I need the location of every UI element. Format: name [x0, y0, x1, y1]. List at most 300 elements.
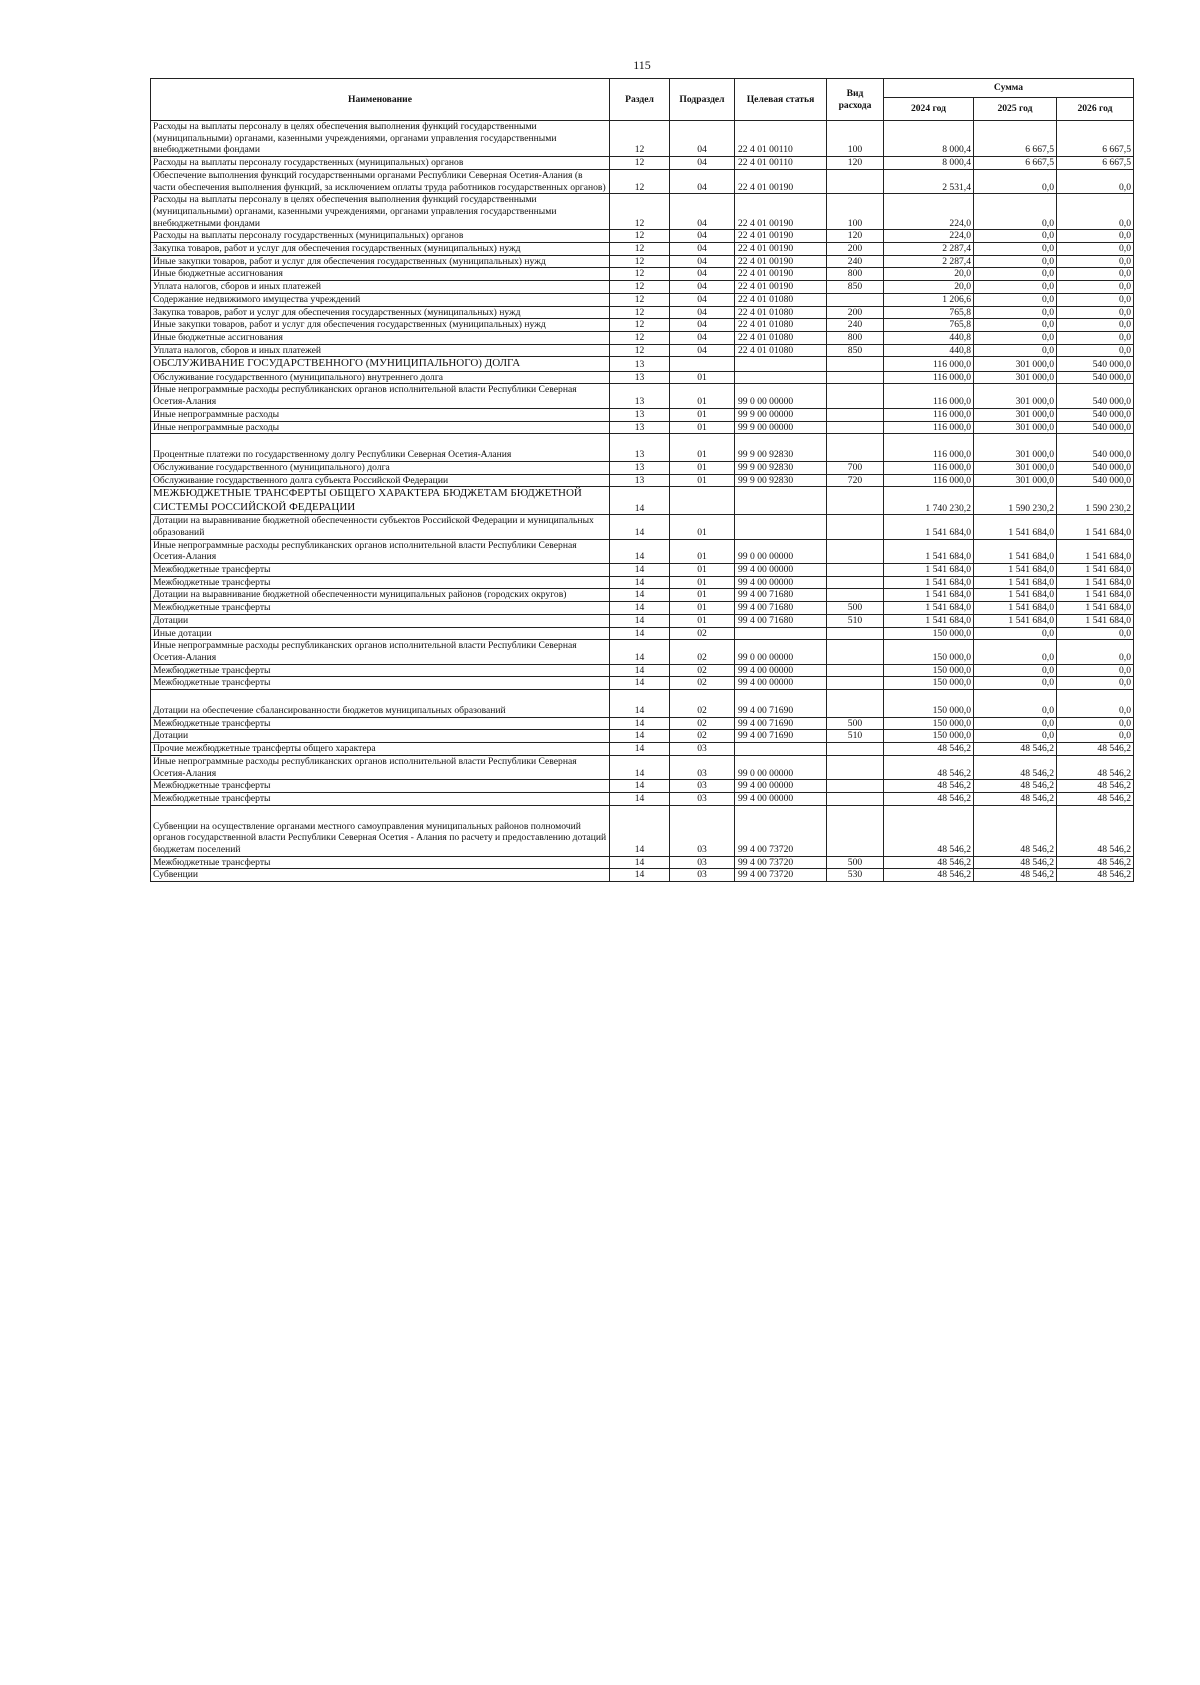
statya-cell: 22 4 01 00190: [735, 169, 827, 193]
sum-2026-cell: 0,0: [1057, 306, 1134, 319]
name-cell: Дотации на выравнивание бюджетной обеспеченности субъектов Российской Федерации и муниципальных образований: [151, 515, 610, 539]
statya-cell: 99 4 00 71690: [735, 717, 827, 730]
sum-2024-cell: 150 000,0: [884, 677, 974, 690]
name-cell: Уплата налогов, сборов и иных платежей: [151, 344, 610, 357]
table-row: [151, 690, 1134, 718]
podrazdel-cell: 03: [670, 805, 735, 856]
sum-2025-cell: 0,0: [974, 677, 1057, 690]
sum-2026-cell: 48 546,2: [1057, 856, 1134, 869]
razdel-cell: 14: [610, 664, 670, 677]
razdel-cell: 13: [610, 421, 670, 434]
name-cell: Прочие межбюджетные трансферты общего характера: [151, 743, 610, 756]
statya-cell: [735, 371, 827, 384]
header-2026: 2026 год: [1057, 98, 1134, 121]
razdel-cell: 13: [610, 371, 670, 384]
podrazdel-cell: 04: [670, 169, 735, 193]
name-cell: Обслуживание государственного (муниципального) долга: [151, 461, 610, 474]
sum-2025-cell: 1 541 684,0: [974, 576, 1057, 589]
sum-2024-cell: 48 546,2: [884, 805, 974, 856]
name-cell: Иные непрограммные расходы республиканских органов исполнительной власти Республики Северная Осетия-Алания: [151, 384, 610, 408]
vid-cell: [827, 805, 884, 856]
razdel-cell: 14: [610, 743, 670, 756]
vid-cell: 850: [827, 344, 884, 357]
podrazdel-cell: 02: [670, 640, 735, 664]
razdel-cell: 14: [610, 627, 670, 640]
table-row: [151, 281, 1134, 294]
podrazdel-cell: 01: [670, 614, 735, 627]
razdel-cell: 14: [610, 487, 670, 515]
razdel-cell: 13: [610, 474, 670, 487]
statya-cell: 99 4 00 73720: [735, 869, 827, 882]
podrazdel-cell: 01: [670, 371, 735, 384]
podrazdel-cell: 04: [670, 331, 735, 344]
table-row: [151, 243, 1134, 256]
name-cell: Дотации: [151, 614, 610, 627]
name-cell: Межбюджетные трансферты: [151, 792, 610, 805]
sum-2026-cell: 540 000,0: [1057, 434, 1134, 462]
podrazdel-cell: 03: [670, 755, 735, 779]
statya-cell: 99 9 00 92830: [735, 474, 827, 487]
sum-2024-cell: 150 000,0: [884, 717, 974, 730]
vid-cell: [827, 434, 884, 462]
sum-2024-cell: 116 000,0: [884, 384, 974, 408]
vid-cell: 240: [827, 255, 884, 268]
sum-2025-cell: 0,0: [974, 690, 1057, 718]
sum-2024-cell: 440,8: [884, 344, 974, 357]
sum-2025-cell: 301 000,0: [974, 384, 1057, 408]
sum-2026-cell: 0,0: [1057, 627, 1134, 640]
sum-2024-cell: 8 000,4: [884, 157, 974, 170]
razdel-cell: 12: [610, 281, 670, 294]
podrazdel-cell: 04: [670, 293, 735, 306]
vid-cell: 530: [827, 869, 884, 882]
razdel-cell: 14: [610, 614, 670, 627]
sum-2025-cell: 301 000,0: [974, 371, 1057, 384]
sum-2024-cell: 1 541 684,0: [884, 576, 974, 589]
table-row: [151, 268, 1134, 281]
header-statya: Целевая статья: [735, 79, 827, 121]
sum-2024-cell: 150 000,0: [884, 690, 974, 718]
statya-cell: 99 4 00 71690: [735, 730, 827, 743]
budget-table: [150, 78, 1134, 882]
table-row: [151, 576, 1134, 589]
razdel-cell: 12: [610, 293, 670, 306]
sum-2024-cell: 1 541 684,0: [884, 515, 974, 539]
sum-2026-cell: 540 000,0: [1057, 384, 1134, 408]
vid-cell: [827, 664, 884, 677]
sum-2025-cell: 0,0: [974, 243, 1057, 256]
name-cell: Иные непрограммные расходы: [151, 408, 610, 421]
sum-2026-cell: 0,0: [1057, 255, 1134, 268]
podrazdel-cell: 01: [670, 589, 735, 602]
statya-cell: [735, 487, 827, 515]
sum-2026-cell: 0,0: [1057, 319, 1134, 332]
vid-cell: [827, 515, 884, 539]
sum-2024-cell: 116 000,0: [884, 434, 974, 462]
sum-2025-cell: 48 546,2: [974, 805, 1057, 856]
vid-cell: 500: [827, 602, 884, 615]
statya-cell: 99 9 00 92830: [735, 434, 827, 462]
razdel-cell: 14: [610, 589, 670, 602]
sum-2025-cell: 48 546,2: [974, 755, 1057, 779]
table-row: [151, 371, 1134, 384]
sum-2024-cell: 1 541 684,0: [884, 614, 974, 627]
podrazdel-cell: 01: [670, 384, 735, 408]
podrazdel-cell: 01: [670, 434, 735, 462]
statya-cell: 22 4 01 00190: [735, 243, 827, 256]
sum-2026-cell: 0,0: [1057, 717, 1134, 730]
table-row: [151, 169, 1134, 193]
razdel-cell: 14: [610, 869, 670, 882]
razdel-cell: 12: [610, 344, 670, 357]
razdel-cell: 13: [610, 357, 670, 371]
statya-cell: 99 9 00 92830: [735, 461, 827, 474]
razdel-cell: 12: [610, 121, 670, 157]
sum-2024-cell: 8 000,4: [884, 121, 974, 157]
razdel-cell: 14: [610, 755, 670, 779]
razdel-cell: 14: [610, 730, 670, 743]
sum-2026-cell: 6 667,5: [1057, 157, 1134, 170]
podrazdel-cell: 01: [670, 461, 735, 474]
podrazdel-cell: 03: [670, 856, 735, 869]
sum-2024-cell: 2 287,4: [884, 255, 974, 268]
statya-cell: 22 4 01 01080: [735, 319, 827, 332]
sum-2026-cell: 540 000,0: [1057, 357, 1134, 371]
sum-2024-cell: 48 546,2: [884, 755, 974, 779]
sum-2026-cell: 48 546,2: [1057, 780, 1134, 793]
podrazdel-cell: 03: [670, 780, 735, 793]
sum-2025-cell: 1 541 684,0: [974, 602, 1057, 615]
statya-cell: 99 4 00 71680: [735, 589, 827, 602]
vid-cell: [827, 677, 884, 690]
vid-cell: 800: [827, 331, 884, 344]
name-cell: Иные непрограммные расходы республиканских органов исполнительной власти Республики Северная Осетия-Алания: [151, 640, 610, 664]
sum-2026-cell: 1 541 684,0: [1057, 576, 1134, 589]
table-row: [151, 434, 1134, 462]
table-row: [151, 474, 1134, 487]
name-cell: Межбюджетные трансферты: [151, 677, 610, 690]
sum-2024-cell: 48 546,2: [884, 856, 974, 869]
sum-2026-cell: 0,0: [1057, 640, 1134, 664]
table-row: [151, 539, 1134, 563]
name-cell: Иные бюджетные ассигнования: [151, 331, 610, 344]
podrazdel-cell: 01: [670, 408, 735, 421]
name-cell: Субвенции на осуществление органами местного самоуправления муниципальных районов полномочий органов государственной власти Республики Северная Осетия - Алания по расчету и предоставлению дотаций бюджетам поселений: [151, 805, 610, 856]
sum-2026-cell: 48 546,2: [1057, 792, 1134, 805]
name-cell: Закупка товаров, работ и услуг для обеспечения государственных (муниципальных) нужд: [151, 243, 610, 256]
podrazdel-cell: 02: [670, 690, 735, 718]
sum-2025-cell: 6 667,5: [974, 157, 1057, 170]
vid-cell: [827, 576, 884, 589]
name-cell: Межбюджетные трансферты: [151, 564, 610, 577]
table-row: [151, 640, 1134, 664]
vid-cell: 500: [827, 717, 884, 730]
sum-2026-cell: 0,0: [1057, 730, 1134, 743]
razdel-cell: 14: [610, 792, 670, 805]
vid-cell: [827, 371, 884, 384]
table-row: [151, 331, 1134, 344]
table-body: [151, 121, 1134, 882]
sum-2024-cell: 48 546,2: [884, 792, 974, 805]
sum-2024-cell: 20,0: [884, 268, 974, 281]
sum-2024-cell: 224,0: [884, 230, 974, 243]
name-cell: Содержание недвижимого имущества учреждений: [151, 293, 610, 306]
vid-cell: [827, 690, 884, 718]
table-row: [151, 755, 1134, 779]
table-row: [151, 602, 1134, 615]
sum-2026-cell: 48 546,2: [1057, 755, 1134, 779]
vid-cell: [827, 169, 884, 193]
table-row: [151, 614, 1134, 627]
table-row: [151, 487, 1134, 515]
sum-2025-cell: 1 590 230,2: [974, 487, 1057, 515]
sum-2026-cell: 1 541 684,0: [1057, 515, 1134, 539]
podrazdel-cell: 04: [670, 121, 735, 157]
sum-2025-cell: 0,0: [974, 344, 1057, 357]
statya-cell: 99 4 00 00000: [735, 677, 827, 690]
razdel-cell: 13: [610, 408, 670, 421]
sum-2025-cell: 0,0: [974, 255, 1057, 268]
vid-cell: 100: [827, 194, 884, 230]
sum-2026-cell: 48 546,2: [1057, 743, 1134, 756]
razdel-cell: 14: [610, 856, 670, 869]
podrazdel-cell: 03: [670, 743, 735, 756]
name-cell: Дотации на обеспечение сбалансированности бюджетов муниципальных образований: [151, 690, 610, 718]
sum-2026-cell: 1 541 684,0: [1057, 564, 1134, 577]
statya-cell: 99 0 00 00000: [735, 640, 827, 664]
statya-cell: 99 4 00 00000: [735, 664, 827, 677]
sum-2026-cell: 0,0: [1057, 243, 1134, 256]
vid-cell: [827, 780, 884, 793]
razdel-cell: 14: [610, 539, 670, 563]
table-row: [151, 461, 1134, 474]
statya-cell: 22 4 01 00110: [735, 157, 827, 170]
table-row: [151, 255, 1134, 268]
podrazdel-cell: 02: [670, 730, 735, 743]
podrazdel-cell: 02: [670, 664, 735, 677]
sum-2025-cell: 0,0: [974, 627, 1057, 640]
podrazdel-cell: 01: [670, 576, 735, 589]
statya-cell: 22 4 01 00190: [735, 281, 827, 294]
razdel-cell: 14: [610, 576, 670, 589]
podrazdel-cell: 01: [670, 539, 735, 563]
sum-2024-cell: 150 000,0: [884, 730, 974, 743]
sum-2026-cell: 1 541 684,0: [1057, 614, 1134, 627]
name-cell: Межбюджетные трансферты: [151, 576, 610, 589]
sum-2025-cell: 48 546,2: [974, 780, 1057, 793]
vid-cell: 800: [827, 268, 884, 281]
statya-cell: 99 4 00 00000: [735, 792, 827, 805]
razdel-cell: 13: [610, 461, 670, 474]
statya-cell: [735, 515, 827, 539]
name-cell: МЕЖБЮДЖЕТНЫЕ ТРАНСФЕРТЫ ОБЩЕГО ХАРАКТЕРА БЮДЖЕТАМ БЮДЖЕТНОЙ СИСТЕМЫ РОССИЙСКОЙ ФЕДЕРАЦИИ: [151, 487, 610, 515]
vid-cell: [827, 743, 884, 756]
name-cell: Уплата налогов, сборов и иных платежей: [151, 281, 610, 294]
sum-2025-cell: 0,0: [974, 640, 1057, 664]
sum-2024-cell: 1 541 684,0: [884, 602, 974, 615]
sum-2025-cell: 0,0: [974, 319, 1057, 332]
podrazdel-cell: 01: [670, 515, 735, 539]
podrazdel-cell: 03: [670, 792, 735, 805]
statya-cell: 22 4 01 00190: [735, 255, 827, 268]
name-cell: Иные непрограммные расходы: [151, 421, 610, 434]
sum-2026-cell: 1 541 684,0: [1057, 589, 1134, 602]
sum-2026-cell: 540 000,0: [1057, 421, 1134, 434]
name-cell: Расходы на выплаты персоналу государственных (муниципальных) органов: [151, 157, 610, 170]
sum-2025-cell: 0,0: [974, 306, 1057, 319]
sum-2025-cell: 1 541 684,0: [974, 515, 1057, 539]
table-row: [151, 780, 1134, 793]
header-vid: Вид расхода: [827, 79, 884, 121]
vid-cell: 850: [827, 281, 884, 294]
header-summa: Сумма: [884, 79, 1134, 98]
vid-cell: [827, 589, 884, 602]
podrazdel-cell: 02: [670, 677, 735, 690]
statya-cell: 22 4 01 01080: [735, 306, 827, 319]
table-row: [151, 515, 1134, 539]
name-cell: Обслуживание государственного (муниципального) внутреннего долга: [151, 371, 610, 384]
table-row: [151, 194, 1134, 230]
table-row: [151, 805, 1134, 856]
sum-2025-cell: 0,0: [974, 730, 1057, 743]
vid-cell: [827, 539, 884, 563]
sum-2025-cell: 1 541 684,0: [974, 564, 1057, 577]
razdel-cell: 14: [610, 564, 670, 577]
name-cell: Расходы на выплаты персоналу в целях обеспечения выполнения функций государственными (муниципальными) органами, казенными учреждениями, органами управления государственными внебюджетными фондами: [151, 121, 610, 157]
podrazdel-cell: 02: [670, 627, 735, 640]
sum-2025-cell: 301 000,0: [974, 474, 1057, 487]
podrazdel-cell: [670, 357, 735, 371]
vid-cell: [827, 357, 884, 371]
table-row: [151, 664, 1134, 677]
razdel-cell: 12: [610, 230, 670, 243]
podrazdel-cell: 02: [670, 717, 735, 730]
podrazdel-cell: 01: [670, 602, 735, 615]
sum-2025-cell: 48 546,2: [974, 869, 1057, 882]
sum-2026-cell: 540 000,0: [1057, 371, 1134, 384]
table-row: [151, 869, 1134, 882]
razdel-cell: 13: [610, 384, 670, 408]
vid-cell: [827, 792, 884, 805]
razdel-cell: 12: [610, 157, 670, 170]
razdel-cell: 14: [610, 677, 670, 690]
vid-cell: 510: [827, 614, 884, 627]
razdel-cell: 14: [610, 602, 670, 615]
razdel-cell: 12: [610, 331, 670, 344]
name-cell: Дотации: [151, 730, 610, 743]
sum-2025-cell: 1 541 684,0: [974, 539, 1057, 563]
sum-2025-cell: 48 546,2: [974, 856, 1057, 869]
razdel-cell: 14: [610, 515, 670, 539]
statya-cell: 99 0 00 00000: [735, 384, 827, 408]
vid-cell: [827, 755, 884, 779]
vid-cell: [827, 408, 884, 421]
sum-2024-cell: 1 206,6: [884, 293, 974, 306]
sum-2024-cell: 2 287,4: [884, 243, 974, 256]
podrazdel-cell: 04: [670, 268, 735, 281]
sum-2024-cell: 116 000,0: [884, 474, 974, 487]
statya-cell: 99 0 00 00000: [735, 539, 827, 563]
statya-cell: 22 4 01 00110: [735, 121, 827, 157]
vid-cell: [827, 627, 884, 640]
sum-2024-cell: 150 000,0: [884, 664, 974, 677]
name-cell: Иные закупки товаров, работ и услуг для обеспечения государственных (муниципальных) нужд: [151, 255, 610, 268]
sum-2024-cell: 150 000,0: [884, 640, 974, 664]
sum-2025-cell: 0,0: [974, 194, 1057, 230]
sum-2026-cell: 540 000,0: [1057, 461, 1134, 474]
sum-2026-cell: 0,0: [1057, 344, 1134, 357]
vid-cell: 500: [827, 856, 884, 869]
sum-2026-cell: 0,0: [1057, 331, 1134, 344]
sum-2025-cell: 1 541 684,0: [974, 614, 1057, 627]
sum-2024-cell: 116 000,0: [884, 408, 974, 421]
statya-cell: [735, 357, 827, 371]
statya-cell: 99 9 00 00000: [735, 421, 827, 434]
sum-2025-cell: 48 546,2: [974, 792, 1057, 805]
table-row: [151, 421, 1134, 434]
razdel-cell: 14: [610, 780, 670, 793]
razdel-cell: 12: [610, 243, 670, 256]
sum-2025-cell: 0,0: [974, 717, 1057, 730]
podrazdel-cell: 03: [670, 869, 735, 882]
vid-cell: 100: [827, 121, 884, 157]
podrazdel-cell: 01: [670, 421, 735, 434]
vid-cell: 700: [827, 461, 884, 474]
header-podrazdel: Подраздел: [670, 79, 735, 121]
sum-2025-cell: 301 000,0: [974, 434, 1057, 462]
sum-2024-cell: 765,8: [884, 319, 974, 332]
name-cell: Субвенции: [151, 869, 610, 882]
page-number: 115: [633, 58, 651, 72]
table-row: [151, 121, 1134, 157]
sum-2026-cell: 48 546,2: [1057, 869, 1134, 882]
sum-2025-cell: 6 667,5: [974, 121, 1057, 157]
name-cell: Обслуживание государственного долга субъекта Российской Федерации: [151, 474, 610, 487]
sum-2025-cell: 1 541 684,0: [974, 589, 1057, 602]
razdel-cell: 12: [610, 319, 670, 332]
name-cell: Межбюджетные трансферты: [151, 780, 610, 793]
table-row: [151, 743, 1134, 756]
table-row: [151, 293, 1134, 306]
razdel-cell: 14: [610, 640, 670, 664]
podrazdel-cell: 04: [670, 194, 735, 230]
sum-2026-cell: 1 590 230,2: [1057, 487, 1134, 515]
sum-2026-cell: 48 546,2: [1057, 805, 1134, 856]
razdel-cell: 14: [610, 717, 670, 730]
table-row: [151, 589, 1134, 602]
sum-2025-cell: 0,0: [974, 664, 1057, 677]
statya-cell: 99 4 00 71680: [735, 614, 827, 627]
sum-2026-cell: 540 000,0: [1057, 474, 1134, 487]
name-cell: Иные непрограммные расходы республиканских органов исполнительной власти Республики Северная Осетия-Алания: [151, 539, 610, 563]
name-cell: Иные непрограммные расходы республиканских органов исполнительной власти Республики Северная Осетия-Алания: [151, 755, 610, 779]
statya-cell: [735, 743, 827, 756]
name-cell: Межбюджетные трансферты: [151, 717, 610, 730]
razdel-cell: 12: [610, 194, 670, 230]
table-header: [151, 79, 1134, 121]
statya-cell: 99 4 00 00000: [735, 564, 827, 577]
table-row: [151, 344, 1134, 357]
statya-cell: 99 9 00 00000: [735, 408, 827, 421]
statya-cell: 22 4 01 01080: [735, 293, 827, 306]
sum-2026-cell: 6 667,5: [1057, 121, 1134, 157]
vid-cell: [827, 487, 884, 515]
vid-cell: [827, 640, 884, 664]
table-row: [151, 230, 1134, 243]
table-row: [151, 306, 1134, 319]
statya-cell: 22 4 01 00190: [735, 230, 827, 243]
table-row: [151, 627, 1134, 640]
